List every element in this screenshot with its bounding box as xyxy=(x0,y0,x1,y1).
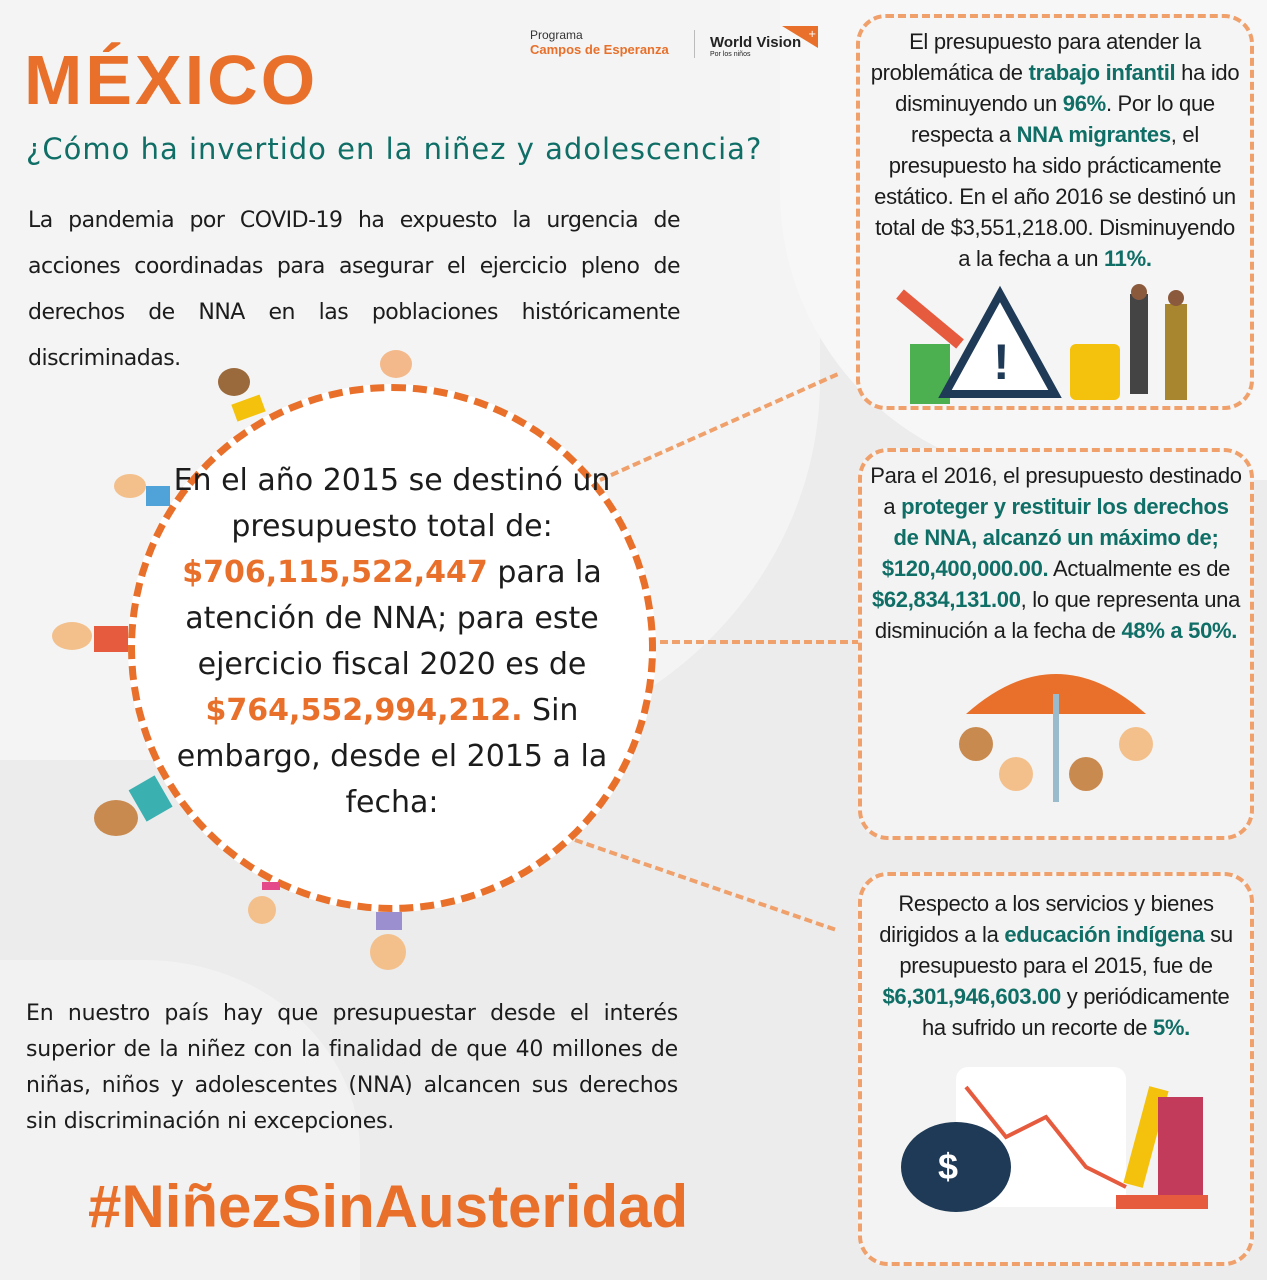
page-subtitle: ¿Cómo ha invertido en la niñez y adolescencia? xyxy=(26,132,763,166)
hand-icon xyxy=(88,772,178,852)
text-segment: En el año 2015 se destinó un presupuesto total de: xyxy=(173,463,611,544)
text-segment: . Por lo que respecta a xyxy=(911,91,1215,147)
hand-icon xyxy=(48,612,134,662)
intro-paragraph: La pandemia por COVID-19 ha expuesto la urgencia de acciones coordinadas para asegurar el ejercicio pleno de derechos de NNA en las poblaciones históricamente discriminadas. xyxy=(28,208,680,371)
highlight-text: $6,301,946,603.00 xyxy=(882,984,1061,1009)
logo-divider xyxy=(694,30,695,58)
hand-icon xyxy=(108,466,178,516)
world-vision-star-icon xyxy=(782,26,818,48)
highlight-text: 48% a 50%. xyxy=(1121,618,1238,643)
text-segment: Sin embargo, desde el 2015 a la fecha: xyxy=(176,693,608,820)
info-card-indigenous-education xyxy=(858,872,1254,1266)
connector-line xyxy=(574,838,835,931)
highlight-text: 96% xyxy=(1062,91,1106,116)
text-segment: Para el 2016, el presupuesto destinado a xyxy=(870,463,1242,519)
highlight-text: $62,834,131.00 xyxy=(871,587,1021,612)
info-card-child-protection xyxy=(858,448,1254,840)
card-text xyxy=(870,26,1240,274)
closing-paragraph: En nuestro país hay que presupuestar desde el interés superior de la niñez con la finalidad de que 40 millones de niñas, niños y adolescentes (NNA) alcancen sus derechos sin discriminación ni excepciones. xyxy=(26,1001,678,1134)
budget-warning-illustration xyxy=(890,284,1220,414)
hand-icon xyxy=(206,360,266,430)
text-segment: Respecto a los servicios y bienes dirigidos a la xyxy=(879,891,1214,947)
svg-text:+: + xyxy=(808,29,817,40)
brand-name: World Vision xyxy=(710,34,802,51)
highlight-text: NNA migrantes xyxy=(1016,122,1171,147)
program-name: Campos de Esperanza xyxy=(530,42,669,57)
highlight-text: $706,115,522,447 xyxy=(182,555,488,590)
hand-icon xyxy=(372,342,422,384)
card-text xyxy=(870,460,1242,646)
text-segment: , lo que representa una disminución a la fecha de xyxy=(874,587,1241,643)
highlight-text: proteger y restituir los derechos de NNA, alcanzó un máximo de; $120,400,000.00. xyxy=(881,494,1229,581)
svg-text:!: ! xyxy=(993,334,1010,390)
text-segment: su presupuesto para el 2015, fue de xyxy=(899,922,1233,978)
connector-line xyxy=(660,640,860,644)
program-label: Programa xyxy=(530,28,583,42)
text-segment: El presupuesto para atender la problemática de xyxy=(870,29,1201,85)
highlight-text: $764,552,994,212. xyxy=(205,693,523,728)
text-segment: , el presupuesto ha sido prácticamente estático. En el año 2016 se destinó un total de $3,551,218.00. Disminuyendo a la fecha a un xyxy=(874,122,1236,271)
info-card-child-labor xyxy=(856,14,1254,410)
hashtag: #NiñezSinAusteridad xyxy=(88,1173,689,1240)
highlight-text: 5%. xyxy=(1152,1015,1190,1040)
highlight-text: 11%. xyxy=(1103,246,1152,271)
page-title: MÉXICO xyxy=(24,41,319,119)
text-segment: para la atención de NNA; para este ejercicio fiscal 2020 es de xyxy=(185,555,602,682)
highlight-text: educación indígena xyxy=(1004,922,1205,947)
text-segment: y periódicamente ha sufrido un recorte de xyxy=(922,984,1230,1040)
text-segment: ha ido disminuyendo un xyxy=(895,60,1240,116)
hand-icon xyxy=(240,878,290,928)
circle-text xyxy=(150,458,634,826)
budget-decline-illustration xyxy=(896,1067,1216,1217)
hand-icon xyxy=(362,910,414,976)
brand-tagline: Por los niños xyxy=(710,51,751,58)
umbrella-children-illustration xyxy=(956,654,1156,804)
svg-text:$: $ xyxy=(938,1146,959,1187)
text-segment: Actualmente es de xyxy=(1048,556,1231,581)
program-logo xyxy=(530,28,669,57)
card-text xyxy=(870,888,1242,1043)
highlight-text: trabajo infantil xyxy=(1028,60,1176,85)
